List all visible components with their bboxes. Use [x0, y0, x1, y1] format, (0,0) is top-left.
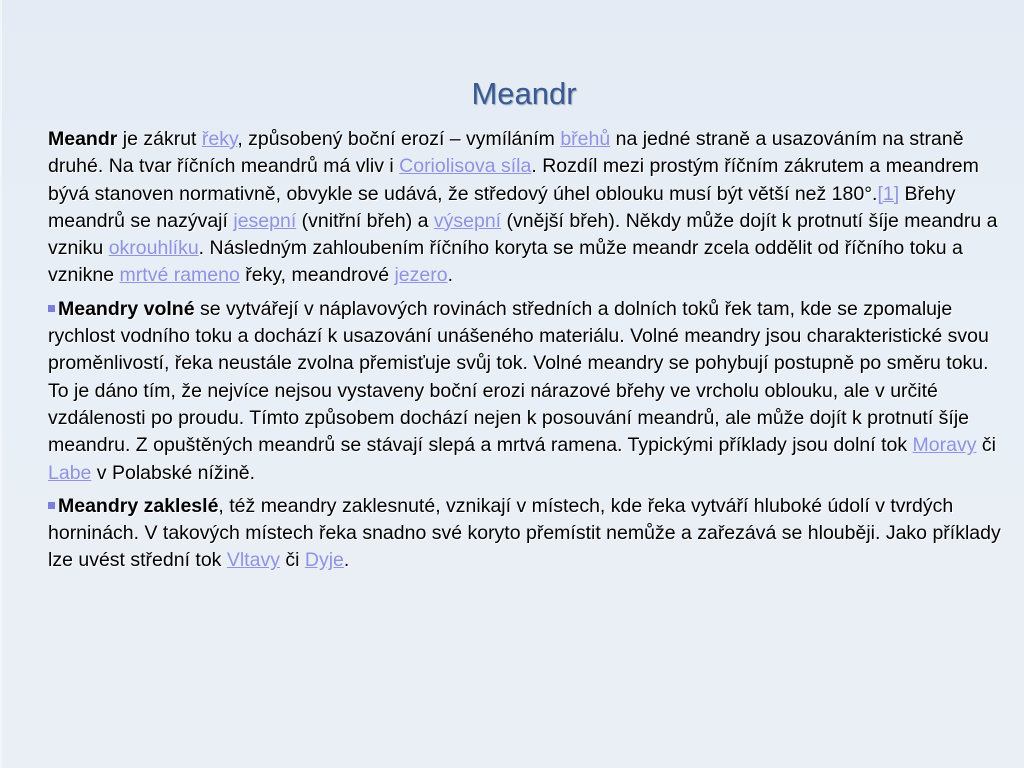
link-moravy[interactable]: Moravy — [912, 434, 977, 457]
text-segment: (vnější břeh). Někdy může dojít k protnutí šíje meandru a vzniku — [48, 209, 998, 260]
text-segment: . — [343, 549, 350, 572]
link-dyje[interactable]: Dyje — [304, 549, 344, 572]
text-segment: řeky, meandrové — [239, 264, 395, 287]
text-segment: v Polabské nížině. — [91, 461, 256, 484]
link-okrouhliku[interactable]: okrouhlíku — [108, 237, 199, 260]
text-segment: . Rozdíl mezi prostým říčním zákrutem a meandrem bývá stanoven normativně, obvykle se udává, že středový úhel oblouku musí být větší než 180°. — [48, 155, 979, 205]
link-reky[interactable]: řeky — [201, 128, 238, 150]
text-segment: . — [447, 264, 454, 287]
text-segment: se vytvářejí v náplavových rovinách středních a dolních toků řek tam, kde se zpomaluje rychlost vodního toku a dochází k usazování unášeného materiálu. Volné meandry jsou charakteristické svou proměnlivostí, řeka neustále zvolna přemisťuje svůj tok. Volné meandry se pohybují postupně po směru toku. To je dáno tím, že nejvíce nejsou vystaveny boční erozi nárazové břehy ve vrcholu oblouku, ale v určité vzdálenosti po proudu. Tímto způsobem dochází nejen k posouvání meandrů, ale může dojít k protnutí šíje meandru. Z opuštěných meandrů se stávají slepá a mrtvá ramena. Typickými příklady jsou dolní tok — [48, 297, 989, 457]
text-segment: , též meandry zaklesnuté, vznikají v místech, kde řeka vytváří hluboké údolí v tvrdých horninách. V takových místech řeka snadno své koryto přemístit nemůže a zařezává se hlouběji. Jako příklady lze uvést střední tok — [48, 494, 1001, 572]
link-labe[interactable]: Labe — [48, 461, 92, 484]
text-segment: Břehy meandrů se nazývají — [48, 182, 956, 232]
paragraph-intro — [48, 126, 1008, 290]
paragraph-meandry-zaklesle — [48, 493, 1008, 575]
square-bullet-icon — [48, 305, 55, 312]
text-segment: je zákrut — [117, 128, 202, 150]
square-bullet-icon — [48, 502, 55, 509]
link-brehu[interactable]: břehů — [560, 128, 611, 150]
text-segment: či — [279, 549, 305, 572]
page-title: Meandr — [471, 76, 577, 111]
link-jesepni[interactable]: jesepní — [233, 209, 297, 232]
link-vysepni[interactable]: výsepní — [433, 209, 502, 232]
paragraph-meandry-volne — [48, 296, 1008, 487]
link-vltavy[interactable]: Vltavy — [226, 549, 280, 572]
link-mrtve-rameno[interactable]: mrtvé rameno — [119, 264, 240, 287]
text-segment: na jedné straně a usazováním na straně druhé. Na tvar říčních meandrů má vliv i — [48, 128, 964, 178]
link-jezero[interactable]: jezero — [394, 264, 448, 287]
slide-content — [48, 126, 1008, 581]
link-coriolisova-sila[interactable]: Coriolisova síla — [399, 155, 532, 178]
text-segment: či — [976, 434, 996, 457]
term-meandry-volne: Meandry volné — [58, 297, 195, 320]
text-segment: (vnitřní břeh) a — [296, 209, 434, 232]
link-reference-1[interactable]: [1] — [877, 182, 900, 205]
text-segment: , způsobený boční erozí – vymíláním — [237, 128, 561, 150]
term-meandr: Meandr — [48, 128, 118, 150]
term-meandry-zaklesle: Meandry zakleslé — [58, 494, 219, 517]
text-segment: . Následným zahloubením říčního koryta se může meandr zcela oddělit od říčního toku a vznikne — [48, 237, 963, 287]
